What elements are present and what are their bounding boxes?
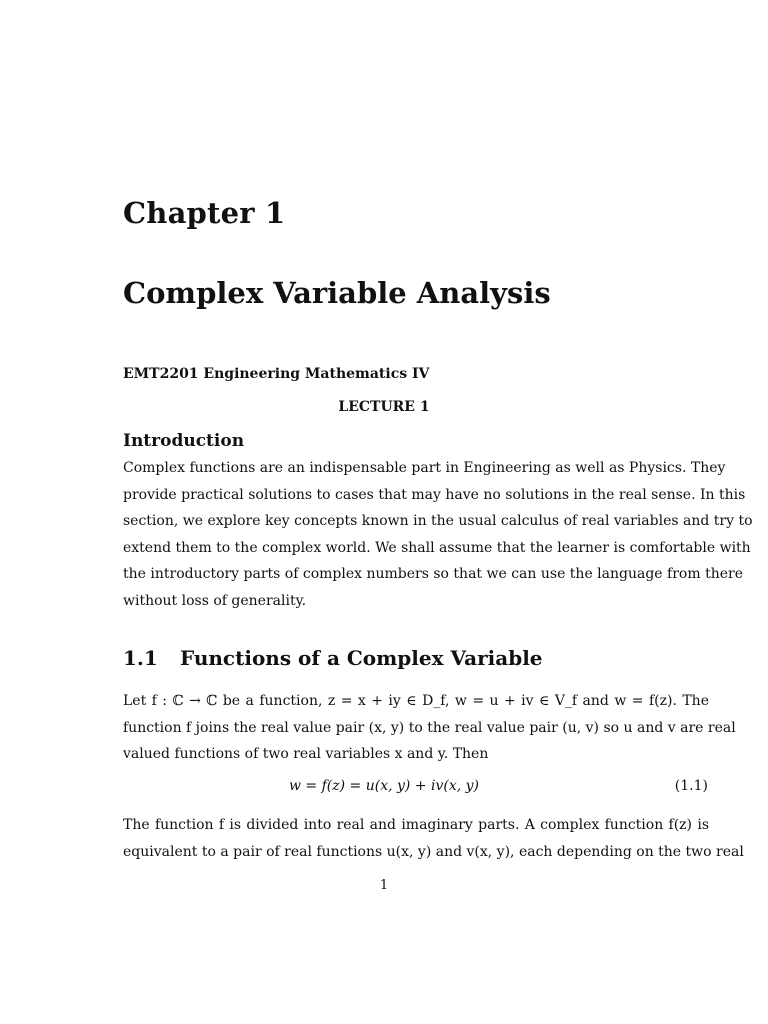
paragraph-line: The function f is divided into real and imaginary parts. A complex function f(z) is [123,817,709,833]
paragraph-line: extend them to the complex world. We shall assume that the learner is comfortable with [123,539,751,556]
section-title: Functions of a Complex Variable [180,646,543,670]
section-number: 1.1 [123,646,158,670]
course-title: EMT2201 Engineering Mathematics IV [123,366,430,382]
introduction-heading: Introduction [123,431,245,451]
paragraph-line: provide practical solutions to cases that may have no solutions in the real sense. In this [123,486,746,503]
page-number: 1 [379,878,389,893]
equation: w = f(z) = u(x, y) + iv(x, y) [288,778,480,794]
paragraph-line: function f joins the real value pair (x, y) to the real value pair (u, v) so u and v are real [123,719,736,736]
paragraph-line: section, we explore key concepts known in the usual calculus of real variables and try to [123,513,753,529]
lecture-label: LECTURE 1 [338,399,430,415]
paragraph-line: Complex functions are an indispensable part in Engineering as well as Physics. They [123,460,726,476]
section-paragraph-1 [123,688,736,768]
chapter-title: Complex Variable Analysis [123,276,551,310]
paragraph-line: valued functions of two real variables x and y. Then [123,746,489,762]
paragraph-line: Let f : ℂ → ℂ be a function, z = x + iy ∈ D_f, w = u + iv ∈ V_f and w = f(z). The [123,693,709,709]
introduction-paragraph [123,455,753,614]
chapter-label: Chapter 1 [123,196,286,230]
section-paragraph-2 [123,812,744,865]
paragraph-line: the introductory parts of complex numbers so that we can use the language from there [123,566,743,582]
section-heading [123,646,543,670]
paragraph-line: equivalent to a pair of real functions u(x, y) and v(x, y), each depending on the two real [123,843,744,860]
equation-number: (1.1) [674,778,708,794]
paragraph-line: without loss of generality. [123,592,307,609]
